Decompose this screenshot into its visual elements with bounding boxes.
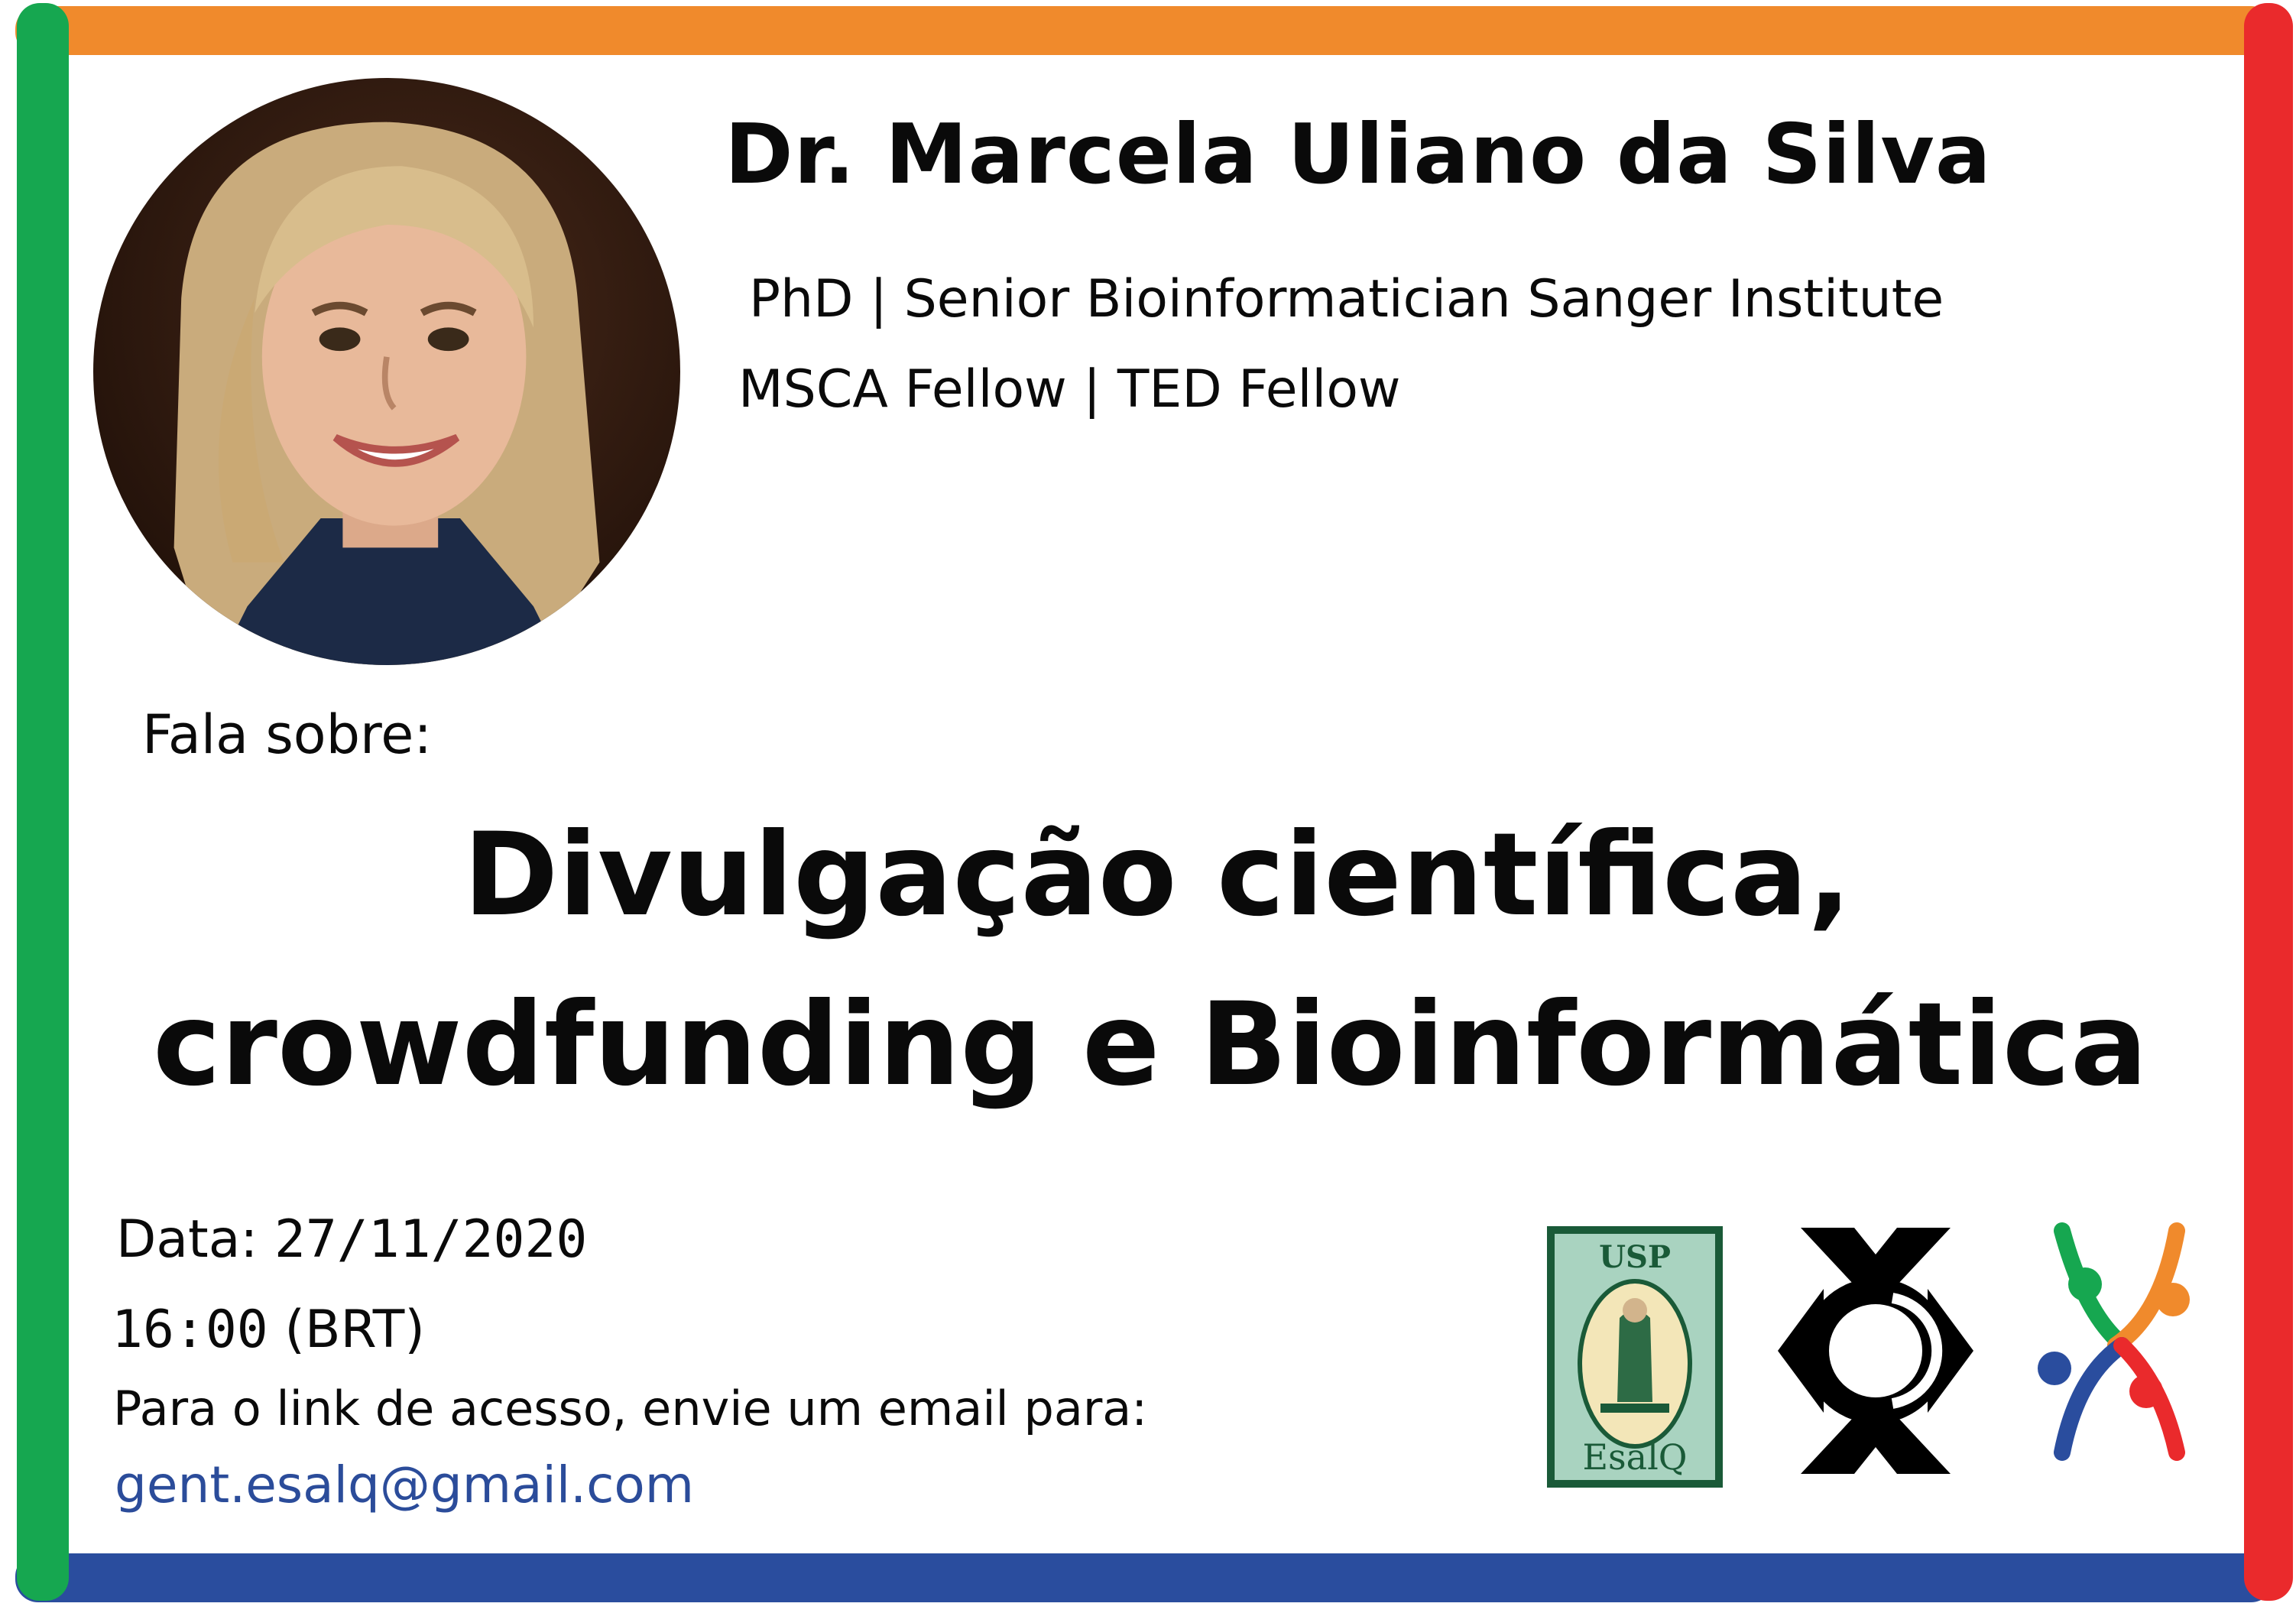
speaker-credentials-secondary: MSCA Fellow | TED Fellow <box>738 359 1401 420</box>
date-label: Data: <box>116 1209 258 1270</box>
access-instructions: Para o link de acesso, envie um email para: <box>113 1381 1148 1436</box>
svg-text:EsalQ: EsalQ <box>1582 1436 1688 1478</box>
event-date <box>116 1209 587 1270</box>
gent-figures-icon <box>2032 1200 2212 1485</box>
speaker-photo <box>93 78 680 665</box>
talk-title-line-2: crowdfunding e Bioinformática <box>153 979 2148 1112</box>
event-time <box>112 1300 425 1360</box>
frame-bottom-bar <box>15 1553 2274 1602</box>
speaker-credentials-primary: PhD | Senior Bioinformatician Sanger Institute <box>749 269 1944 329</box>
contact-email[interactable]: gent.esalq@gmail.com <box>115 1456 695 1514</box>
timezone: (BRT) <box>284 1300 425 1360</box>
svg-text:USP: USP <box>1599 1239 1671 1275</box>
time-value: 16:00 <box>112 1300 268 1360</box>
cross-ring-emblem-icon <box>1778 1228 1973 1474</box>
frame-right-bar <box>2244 3 2293 1601</box>
frame-left-bar <box>17 3 69 1601</box>
talk-intro: Fala sobre: <box>142 703 432 766</box>
frame-top-bar <box>15 6 2274 55</box>
esalq-logo <box>1547 1226 1723 1488</box>
date-value: 27/11/2020 <box>274 1209 588 1270</box>
speaker-name: Dr. Marcela Uliano da Silva <box>725 107 1992 203</box>
talk-title-line-1: Divulgação científica, <box>463 809 1852 942</box>
